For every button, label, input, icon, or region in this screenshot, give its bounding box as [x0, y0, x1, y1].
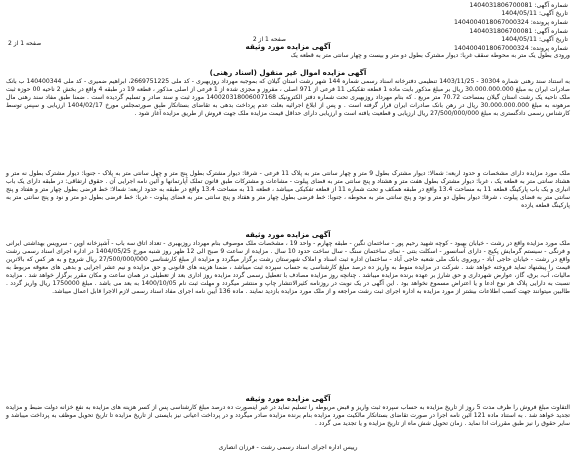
section-5 [6, 394, 570, 428]
notice-date: تاریخ آگهی: 1404/05/11 [501, 36, 568, 44]
notice-header-mid [398, 28, 568, 53]
section-3 [6, 170, 570, 210]
notice-header-top [418, 2, 568, 27]
case-number: شماره پرونده: 1404004018067000324 [453, 18, 568, 26]
signature-line: رییس اداره اجرای اسناد رسمی رشت - فرزان انصاری [218, 444, 358, 451]
notice-number: شماره آگهی: 1404031806700081 [469, 28, 568, 35]
page-number-top: صفحه 1 از 2 [8, 40, 42, 47]
case-number: شماره پرونده: 1404004018067000324 [453, 44, 568, 52]
section-1-title: آگهی مزایده مورد وثیقه [245, 42, 331, 51]
notice-date: تاریخ آگهی: 1404/05/11 [501, 10, 568, 18]
section-2-body: به استناد سند رهنی شماره 30304 - 1403/11/25 تنظیمی دفترخانه اسناد رسمی شماره 144 شهر رشت استان گیلان که بموجبه مهرداد روزبهبری - کد ملی 2669751225، ابراهیم ضمیری - کد ملی 140400344 ب بانک صادرات ایران به مبلغ 30.000.000.000 ریال بر مبلغ مذکور بابت ماده 1 قطعه تفکیکی 11 فرعی از 971 اصلی ، مفروز و مجزی شده از 1 فرعی از اصلی مذکور ، قطعه 19 در طبقه 4 واقع در بخش 2 ناحیه 00 حوزه ثبت ملک ناحیه یک رشت استان گیلان بمساحت 70.72 متر مربع . که بنام مهرداد روزبهبری تحت شماره دفتر الکترونیک 140020318006007168 مورد ثبت و سند صادر و تسلیم گردیده است . ضمنا طبق مفاد سند رهنی مال مرهونه به مبلغ 30.000.000.000 ریال در رهن بانک صادرات ایران قرار گرفته است . و پس از ابلاغ اجرائیه بعلت عدم پرداخت بدهی به تقاضای بستانکار طبق صورتمجلس مورخ 1404/02/17 ارزیابی و سپس توسط کارشناس رسمی دادگستری به مبلغ 27/500/000/000 ریال ارزیابی و قطعیت یافته است و ارزیابی دارای حداقل قیمت مزایده ملک جهت فروش از طریق مزایده آغاز شود . [6, 78, 570, 118]
section-1-body: ورودی بطول یک متر به محوطه سقف غربا: دیوار مشترک بطول دو متر و بیست و چهار سانتی متر به قطعه یک [290, 52, 570, 59]
section-4 [6, 230, 570, 296]
section-4-title: آگهی مزایده مورد وثیقه [245, 230, 331, 239]
section-5-title: آگهی مزایده مورد وثیقه [245, 394, 331, 403]
section-2-title: آگهی مزایده اموال غیر منقول (اسناد رهنی) [209, 68, 367, 77]
notice-number: شماره آگهی: 1404031806700081 [469, 2, 568, 9]
section-4-body: ملک مورد مزایده واقع در رشت - خیابان بهبود - کوچه شهید رحیم پور - ساختمان نگین - طبقه چهارم - واحد 19 ، مشخصات ملک موصوف بنام مهرداد روزبهبری - تعداد اتاق سه باب - آشپزخانه اوپن - سرویس بهداشتی ایرانی و فرنگی - سیستم گرمایش پکیج - دارای آسانسور - اسکلت بتنی - نمای ساختمان سنگ - سال ساخت حدود 10 سال . مزایده از ساعت 9 صبح الی 12 ظهر روز شنبه مورخ 1404/05/25 در اداره اجرای اسناد رسمی رشت واقع در رشت - خیابان حاجی آباد - روبروی بانک ملی شعبه حاجی آباد - ساختمان اداره ثبت اسناد و املاک شهرستان رشت برگزار میگردد و مزایده از مبلغ کارشناسی 27/500/000/000 ریال شروع و به هر کس که بالاترین قیمت را پیشنهاد نماید فروخته خواهد شد . شرکت در مزایده منوط به واریز ده درصد مبلغ کارشناسی به حساب سپرده ثبت میباشد ، ضمنا هزینه های قانونی و حق مزایده و نیم عشر اجرایی و بدهی های معوقه مربوط به مالیات، آب، برق، گاز، عوارض شهرداری و حق شارژ بر عهده برنده مزایده میباشد . چنانچه روز مزایده مصادف با تعطیل رسمی گردد مزایده روز اداری بعد از تعطیلی در همان ساعت و مکان مقرر برگزار خواهد شد . مزایده نسبت به دارایی پلاک هر نوع ادعا و یا اعتراض مسموع نخواهد بود . این آگهی در یک نوبت در روزنامه کثیرالانتشار چاپ و منتشر میگردد و مهلت ثبت نام 1400/10/05 به بعد می باشد . مبلغ 1750000 ریال واریز گردد . طالبین میتوانند جهت کسب اطلاعات بیشتر از مورد مزایده به اداره اجرای ثبت رشت مراجعه و از ملک مورد مزایده بازدید نمایند . ماده 136 آیین نامه اجرای مفاد اسناد رسمی لازم الاجرا قابل اعمال میباشد. [6, 240, 571, 296]
section-3-body: ملک مورد مزایده دارای مشخصات و حدود اربعه: شمالا: دیوار مشترک بطول 9 متر و چهار سانتی متر به پلاک 11 فرعی - شرقا: دیوار مشترک بطول پنج متر و چهل سانتی متر به پلاک - جنوبا: دیوار مشترک بطول نه متر و هشتاد سانتی متر به قطعه یک ، غربا: دیوار مشترک بطول هفت متر و هشتاد و پنج سانتی متر به فضای پیلوت - مشاعات و مشترکات طبق قانون تملک آپارتمانها و آئین نامه اجرایی آن . حقوق ارتفاقی: در طبقه دارای یک باب انباری و یک باب پارکینگ قطعه 11 به مساحت 13.4 واقع در طبقه همکف و تحت شماره 11 از قطعه تفکیکی میباشد ، قطعه 11 به مساحت 13.4 واقع در طبقه به حدود اربعه: شمالا: خط فرضی بطول چهار متر و هفتاد و پنج سانتی متر به فضای پیلوت ، شرقا: دیوار بطول دو متر و نود و پنج سانتی متر به محوطه ، جنوبا: خط فرضی بطول چهار متر و هفتاد و پنج سانتی متر به فضای پیلوت - غربا: خط فرضی بطول دو متر و نود و پنج سانتی متر به پارکینگ قطعه یازده [6, 170, 570, 210]
section-5-body: التفاوت مبلغ فروش را ظرف مدت 5 روز از تاریخ مزایده به حساب سپرده ثبت واریز و قبض مربوطه را تسلیم نماید در غیر اینصورت ده درصد مبلغ کارشناسی پس از کسر هزینه های مزایده به نفع خزانه دولت ضبط و مزایده تجدید خواهد شد . به استناد ماده 121 آئین نامه اجرا در صورت تقاضای بستانکار مالکیت مورد مزایده بنام برنده مزایده صادر میگردد و در پرداخت اعیانی نیز بایستی از تاریخ مزایده تا تاریخ تحویل موظف به پرداخت میباشد و سایر حقوق را نیز طبق مقررات ادا نماید . زمان تحویل شش ماه از تاریخ مزایده و یا تجدید می گردد . [6, 404, 571, 428]
section-2 [6, 68, 570, 118]
page-number-mid: صفحه 1 از 2 [252, 36, 286, 43]
